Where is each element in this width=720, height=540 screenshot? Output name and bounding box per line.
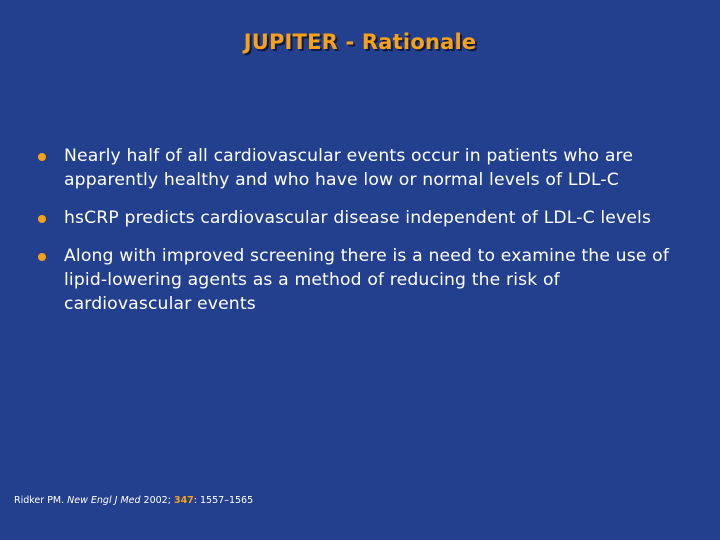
bullet-item [38, 144, 688, 192]
slide-title: JUPITER - Rationale [243, 30, 477, 54]
citation [14, 495, 253, 506]
citation-volume: 347 [173, 495, 194, 506]
bullet-item [38, 206, 688, 230]
citation-journal: New Engl J Med [67, 495, 141, 506]
citation-pages: : 1557–1565 [193, 495, 254, 506]
citation-year: 2002; [140, 495, 174, 506]
citation-author: Ridker PM. [14, 495, 68, 506]
bullet-item [38, 244, 688, 316]
bullet-dot-icon [38, 215, 46, 223]
bullet-dot-icon [38, 153, 46, 161]
bullet-list [38, 144, 688, 330]
bullet-text: hsCRP predicts cardiovascular disease independent of LDL-C levels [64, 208, 652, 228]
bullet-dot-icon [38, 253, 46, 261]
bullet-text: Nearly half of all cardiovascular events occur in patients who are apparently healthy and who have low or normal levels of LDL-C [64, 146, 634, 190]
bullet-text: Along with improved screening there is a need to examine the use of lipid-lowering agents as a method of reducing the risk of cardiovascular events [64, 246, 670, 314]
